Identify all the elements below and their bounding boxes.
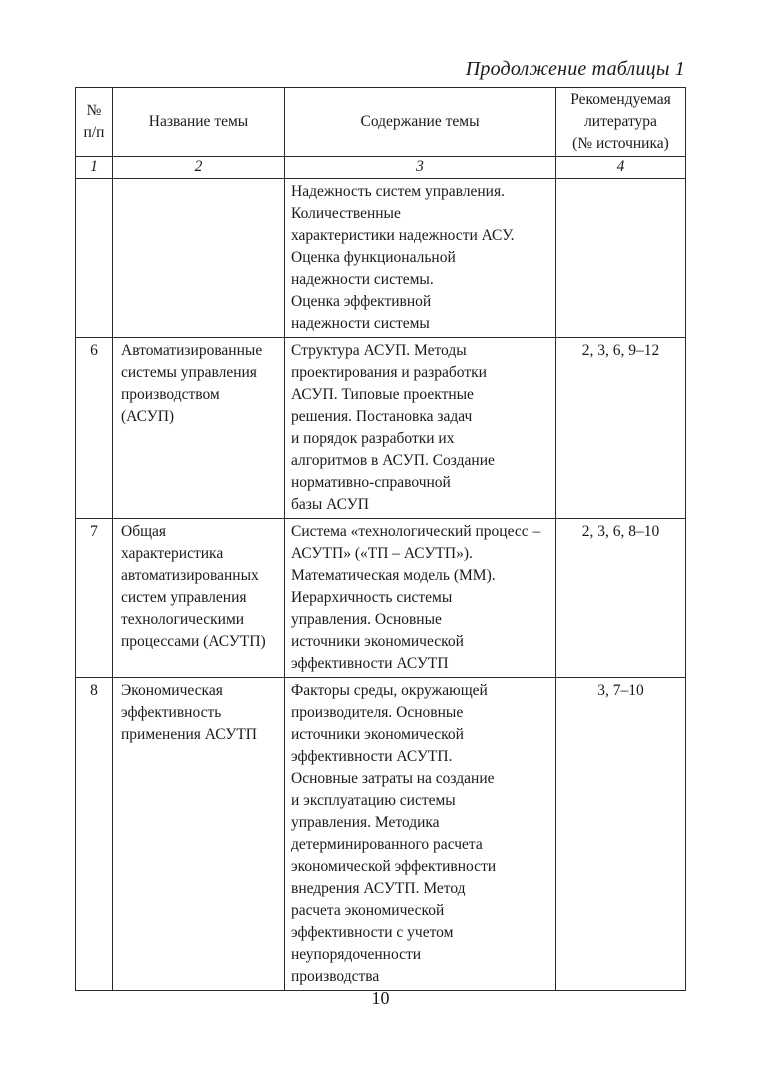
topic-content-line: управления. Методика xyxy=(291,814,440,831)
topic-name-line: автоматизированных xyxy=(121,567,259,584)
row-number: 6 xyxy=(76,338,113,519)
topic-name-line: Экономическая xyxy=(121,682,223,699)
topic-content-line: Оценка эффективной xyxy=(291,293,432,310)
topic-content xyxy=(285,338,556,519)
topic-content-line: внедрения АСУТП. Метод xyxy=(291,880,466,897)
topic-content-line: Математическая модель (ММ). xyxy=(291,567,496,584)
table-row xyxy=(76,678,686,991)
topic-content-line: базы АСУП xyxy=(291,496,369,513)
header-content-text: Содержание темы xyxy=(360,113,480,130)
topic-content-line: Факторы среды, окружающей xyxy=(291,682,488,699)
row-number xyxy=(76,179,113,338)
topic-name-line: технологическими xyxy=(121,611,245,628)
topic-name-line: эффективность xyxy=(121,704,222,721)
topic-content-line: решения. Постановка задач xyxy=(291,408,473,425)
table-body xyxy=(76,179,686,991)
topic-content-line: детерминированного расчета xyxy=(291,836,483,853)
topic-name-line: применения АСУТП xyxy=(121,726,257,743)
table-header-row xyxy=(76,88,686,157)
header-literature xyxy=(556,88,686,157)
column-number: 3 xyxy=(285,157,556,179)
header-literature-line: литература xyxy=(584,113,657,130)
topic-content-line: управления. Основные xyxy=(291,611,442,628)
topic-name xyxy=(113,338,285,519)
row-number: 7 xyxy=(76,519,113,678)
column-number: 2 xyxy=(113,157,285,179)
topic-content-line: источники экономической xyxy=(291,633,464,650)
topic-content-line: АСУП. Типовые проектные xyxy=(291,386,474,403)
topic-content-line: расчета экономической xyxy=(291,902,445,919)
table-continuation-caption: Продолжение таблицы 1 xyxy=(465,58,685,80)
page-number: 10 xyxy=(371,988,390,1008)
topic-content-line: источники экономической xyxy=(291,726,464,743)
topic-content-line: эффективности с учетом xyxy=(291,924,454,941)
topic-name xyxy=(113,179,285,338)
header-num-line: п/п xyxy=(83,124,105,141)
header-literature-line: Рекомендуемая xyxy=(570,91,671,108)
topic-content-line: Оценка функциональной xyxy=(291,249,456,266)
topic-content-line: Иерархичность системы xyxy=(291,589,453,606)
topic-content-line: и порядок разработки их xyxy=(291,430,455,447)
topic-name xyxy=(113,678,285,991)
topic-content-line: неупорядоченности xyxy=(291,946,422,963)
table-row xyxy=(76,519,686,678)
topic-name-line: Общая xyxy=(121,523,167,540)
topic-content-line: нормативно-справочной xyxy=(291,474,451,491)
topics-table xyxy=(75,87,686,991)
topic-content xyxy=(285,519,556,678)
table-row xyxy=(76,179,686,338)
topic-content-line: Надежность систем управления. xyxy=(291,183,505,200)
topic-content-line: эффективности АСУТП. xyxy=(291,748,453,765)
header-literature-line: (№ источника) xyxy=(572,135,669,152)
recommended-literature: 2, 3, 6, 8–10 xyxy=(556,519,686,678)
topic-name-line: производством xyxy=(121,386,220,403)
topic-name-line: систем управления xyxy=(121,589,247,606)
topic-content-line: Основные затраты на создание xyxy=(291,770,495,787)
topic-content-line: алгоритмов в АСУП. Создание xyxy=(291,452,495,469)
topic-name-line: системы управления xyxy=(121,364,257,381)
recommended-literature: 2, 3, 6, 9–12 xyxy=(556,338,686,519)
topic-content-line: АСУТП» («ТП – АСУТП»). xyxy=(291,545,473,562)
recommended-literature: 3, 7–10 xyxy=(556,678,686,991)
topic-name-line: Автоматизированные xyxy=(121,342,263,359)
header-content xyxy=(285,88,556,157)
column-number-row xyxy=(76,157,686,179)
topic-content-line: надежности системы xyxy=(291,315,430,332)
topic-content-line: Структура АСУП. Методы xyxy=(291,342,467,359)
topic-content-line: Количественные xyxy=(291,205,401,222)
header-num-line: № xyxy=(86,102,102,119)
topic-content-line: эффективности АСУТП xyxy=(291,655,449,672)
topic-name xyxy=(113,519,285,678)
header-name-text: Название темы xyxy=(148,113,249,130)
column-number: 1 xyxy=(76,157,113,179)
topic-content-line: характеристики надежности АСУ. xyxy=(291,227,515,244)
topic-content-line: надежности системы. xyxy=(291,271,434,288)
table-row xyxy=(76,338,686,519)
header-name xyxy=(113,88,285,157)
topic-content-line: проектирования и разработки xyxy=(291,364,487,381)
topic-content-line: производителя. Основные xyxy=(291,704,464,721)
topic-content-line: Система «технологический процесс – xyxy=(291,523,541,540)
topic-content-line: производства xyxy=(291,968,380,985)
header-num xyxy=(76,88,113,157)
topic-name-line: характеристика xyxy=(121,545,224,562)
topic-name-line: процессами (АСУТП) xyxy=(121,633,266,650)
row-number: 8 xyxy=(76,678,113,991)
topic-content-line: экономической эффективности xyxy=(291,858,497,875)
topic-content xyxy=(285,678,556,991)
column-number: 4 xyxy=(556,157,686,179)
topic-name-line: (АСУП) xyxy=(121,408,175,425)
topic-content xyxy=(285,179,556,338)
recommended-literature xyxy=(556,179,686,338)
topic-content-line: и эксплуатацию системы xyxy=(291,792,456,809)
